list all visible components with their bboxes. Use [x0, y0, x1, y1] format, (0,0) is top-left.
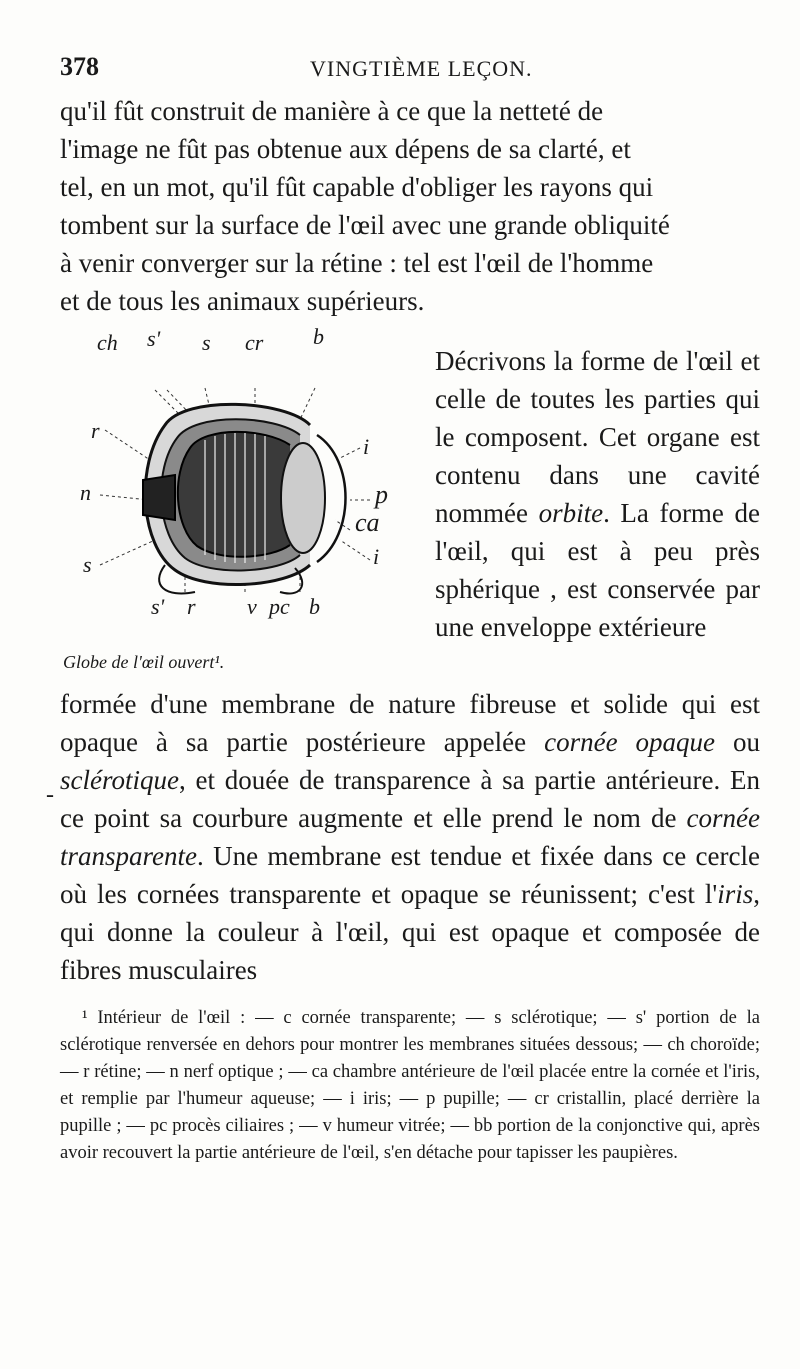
label-i-top: i [363, 434, 370, 459]
page-number: 378 [60, 52, 99, 81]
side-paragraph [435, 342, 760, 646]
label-s-prime-bottom: s' [151, 594, 165, 619]
label-ca: ca [355, 508, 380, 537]
label-s-prime-top: s' [147, 326, 161, 351]
text-run: , et douée de transparence à sa partie antérieure. En ce point sa courbure augmente et elle prend le nom de [60, 765, 760, 833]
main-paragraph [60, 685, 760, 989]
label-i-bottom: i [373, 544, 380, 569]
side-text-part: . La forme de l'œil, qui est à peu près sphérique , est conservée par une enveloppe extérieure [435, 498, 760, 642]
term-cornee-transparente: cornée transparente [60, 803, 760, 871]
intro-paragraph [60, 92, 760, 320]
label-n: n [80, 480, 91, 505]
label-p: p [375, 480, 388, 509]
text-line: tombent sur la surface de l'œil avec une grande obliquité [60, 210, 670, 240]
label-s-top: s [202, 330, 211, 355]
text-run: formée d'une membrane de nature fibreuse et solide qui est opaque à sa partie postérieure appelée [60, 689, 760, 757]
text-run: ou [715, 727, 760, 757]
label-cr: cr [245, 330, 264, 355]
text-run: . Une membrane est tendue et fixée dans ce cercle où les cornées transparente et opaque se réunissent; c'est l' [60, 841, 760, 909]
text-line: à venir converger sur la rétine : tel est l'œil de l'homme [60, 248, 654, 278]
label-b-bottom: b [309, 594, 320, 619]
label-v: v [247, 594, 257, 619]
figure-caption: Globe de l'œil ouvert¹. [63, 652, 225, 672]
term-cornee-opaque: cornée opaque [544, 727, 716, 757]
term-sclerotique: sclérotique [60, 765, 179, 795]
text-line: qu'il fût construit de manière à ce que la netteté de [60, 96, 604, 126]
label-r-bottom: r [187, 594, 196, 619]
label-r-left: r [91, 418, 100, 443]
text-run: , qui donne la couleur à l'œil, qui est opaque et composée de fibres musculaires [60, 879, 760, 985]
label-s-left: s [83, 552, 92, 577]
text-line: tel, en un mot, qu'il fût capable d'obliger les rayons qui [60, 172, 654, 202]
eye-figure [55, 324, 435, 720]
running-title: VINGTIÈME LEÇON. [310, 56, 533, 81]
page-header [60, 52, 760, 92]
label-pc: pc [269, 594, 290, 619]
margin-mark: - [46, 782, 54, 808]
term-iris: iris [717, 879, 754, 909]
footnote-text: ¹ Intérieur de l'œil : — c cornée transparente; — s sclérotique; — s' portion de la sclérotique renversée en dehors pour montrer les membranes situées dessous; — ch choroïde; — r rétine; — n nerf optique ; — ca chambre antérieure de l'œil placée entre la cornée et l'iris, et remplie par l'humeur aqueuse; — i iris; — p pupille; — cr cristallin, placé derrière la pupille ; — pc procès ciliaires ; — v humeur vitrée; — bb portion de la conjonctive qui, après avoir recouvert la partie antérieure de l'œil, s'en détache pour tapisser les paupières. [60, 1008, 760, 1163]
text-line: et de tous les animaux supérieurs. [60, 286, 425, 316]
term-orbite: orbite [538, 498, 604, 528]
label-ch: ch [97, 330, 118, 355]
side-text-part: Décrivons la forme de l'œil et celle de toutes les parties qui le composent. Cet organe est contenu dans une cavité nommée [435, 346, 760, 528]
text-line: l'image ne fût pas obtenue aux dépens de sa clarté, et [60, 134, 631, 164]
footnote [60, 1005, 760, 1167]
label-b-top: b [313, 324, 324, 349]
